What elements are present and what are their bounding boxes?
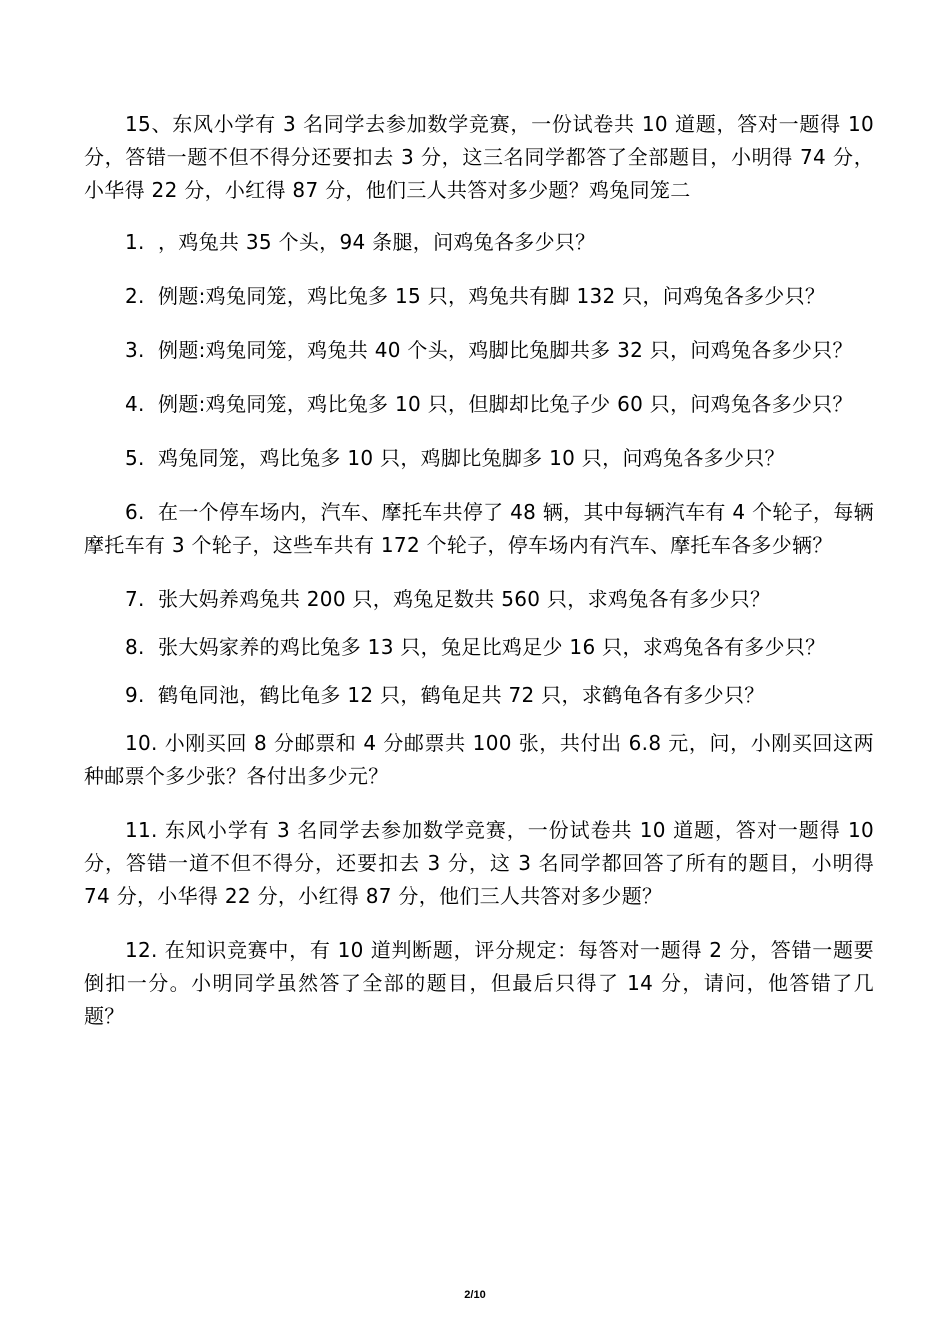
item-number: 3. xyxy=(125,338,145,362)
item-text: 鸡兔同笼，鸡比兔多 10 只，鸡脚比兔脚多 10 只，问鸡兔各多少只？ xyxy=(158,446,785,470)
item-text: 鹤龟同池，鹤比龟多 12 只，鹤龟足共 72 只，求鹤龟各有多少只？ xyxy=(158,683,765,707)
item-number: 7. xyxy=(125,587,145,611)
list-item xyxy=(84,727,874,793)
list-item xyxy=(84,442,874,475)
item-number: 8. xyxy=(125,635,145,659)
list-item xyxy=(84,334,874,367)
list-item xyxy=(84,388,874,421)
item-number: 12. xyxy=(125,938,158,962)
item-text: 张大妈养鸡兔共 200 只，鸡兔足数共 560 只，求鸡兔各有多少只？ xyxy=(158,587,771,611)
list-item xyxy=(84,631,874,664)
page-number: 2/10 xyxy=(464,1289,486,1301)
item-text: 张大妈家养的鸡比兔多 13 只，兔足比鸡足少 16 只，求鸡兔各有多少只？ xyxy=(158,635,826,659)
item-text: 例题:鸡兔同笼，鸡兔共 40 个头，鸡脚比兔脚共多 32 只，问鸡兔各多少只？ xyxy=(158,338,853,362)
item-text: 例题:鸡兔同笼，鸡比兔多 10 只，但脚却比兔子少 60 只，问鸡兔各多少只？ xyxy=(158,392,853,416)
item-text: 小刚买回 8 分邮票和 4 分邮票共 100 张，共付出 6.8 元，问，小刚买回这两种邮票个多少张？各付出多少元？ xyxy=(84,731,874,788)
list-item xyxy=(84,814,874,913)
item-number: 6. xyxy=(125,500,145,524)
item-text: 在知识竞赛中，有 10 道判断题，评分规定：每答对一题得 2 分，答错一题要倒扣一分。小明同学虽然答了全部的题目，但最后只得了 14 分，请问，他答错了几题？ xyxy=(84,938,874,1028)
item-number: 9. xyxy=(125,683,145,707)
item-text: ，鸡兔共 35 个头，94 条腿，问鸡兔各多少只？ xyxy=(158,230,596,254)
list-item xyxy=(84,934,874,1033)
item-number: 2. xyxy=(125,284,145,308)
item-text: 在一个停车场内，汽车、摩托车共停了 48 辆，其中每辆汽车有 4 个轮子，每辆摩托车有 3 个轮子，这些车共有 172 个轮子，停车场内有汽车、摩托车各多少辆？ xyxy=(84,500,874,557)
item-number: 5. xyxy=(125,446,145,470)
item-number: 11. xyxy=(125,818,158,842)
item-number: 10. xyxy=(125,731,158,755)
list-item xyxy=(84,496,874,562)
list-item xyxy=(84,226,874,259)
list-item xyxy=(84,679,874,712)
intro-paragraph: 15、东风小学有 3 名同学去参加数学竞赛，一份试卷共 10 道题，答对一题得 10 分，答错一题不但不得分还要扣去 3 分，这三名同学都答了全部题目，小明得 74 分，小华得 22 分，小红得 87 分，他们三人共答对多少题？鸡兔同笼二 xyxy=(84,112,874,202)
item-number: 4. xyxy=(125,392,145,416)
item-text: 例题:鸡兔同笼，鸡比兔多 15 只，鸡兔共有脚 132 只，问鸡兔各多少只？ xyxy=(158,284,826,308)
item-number: 1. xyxy=(125,230,145,254)
item-text: 东风小学有 3 名同学去参加数学竞赛，一份试卷共 10 道题，答对一题得 10 分，答错一道不但不得分，还要扣去 3 分，这 3 名同学都回答了所有的题目，小明得 74 分，小华得 22 分，小红得 87 分，他们三人共答对多少题？ xyxy=(84,818,874,908)
document-body xyxy=(84,108,874,1054)
list-item xyxy=(84,583,874,616)
list-item xyxy=(84,280,874,313)
